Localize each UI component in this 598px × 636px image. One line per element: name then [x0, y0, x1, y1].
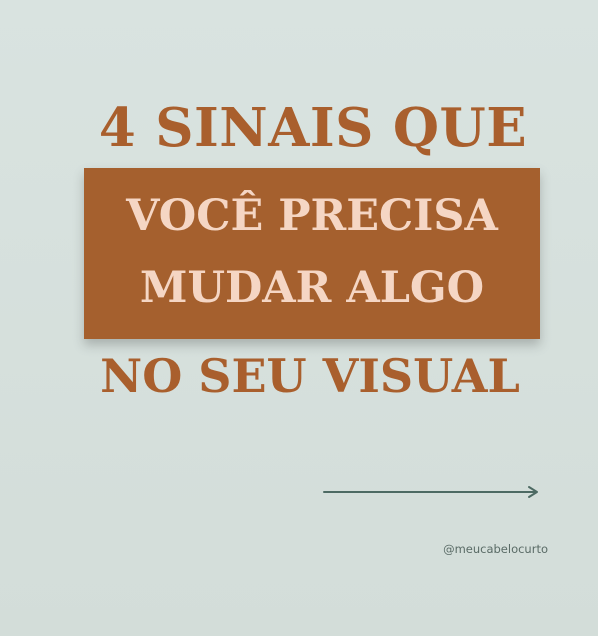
headline-banner — [84, 168, 540, 339]
headline-line-2: VOCÊ PRECISA — [126, 191, 498, 241]
headline-line-3: MUDAR ALGO — [139, 263, 485, 313]
account-handle: @meucabelocurto — [443, 542, 548, 556]
headline-line-4: NO SEU VISUAL — [100, 349, 520, 403]
headline-line-1: 4 SINAIS QUE — [98, 97, 528, 159]
arrow-right-icon — [322, 484, 542, 500]
